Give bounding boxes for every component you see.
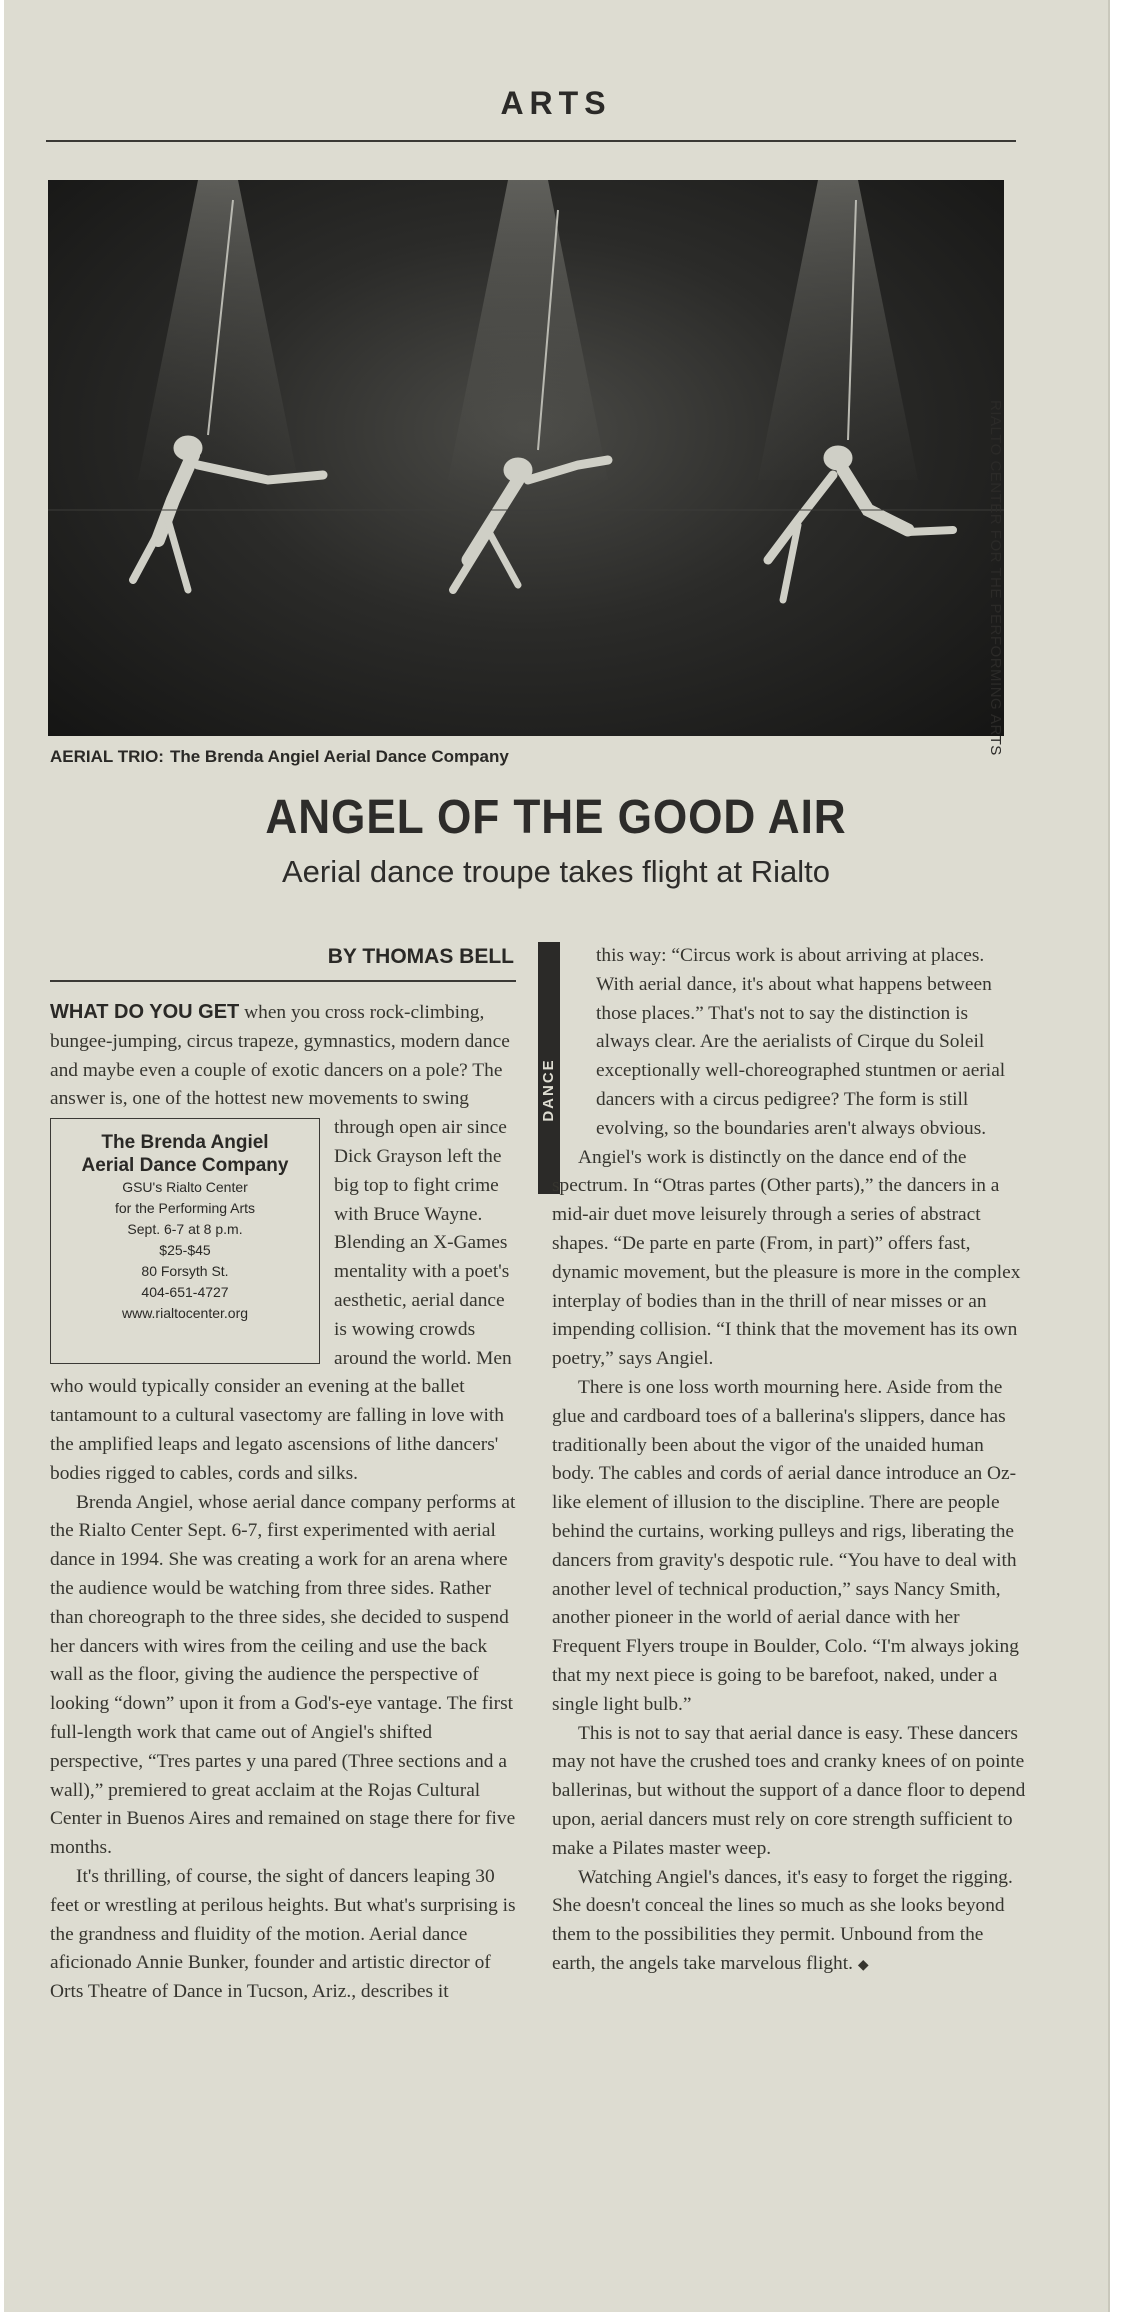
photo-illustration <box>48 180 1004 736</box>
caption-lead: AERIAL TRIO: <box>50 747 164 766</box>
event-dates: Sept. 6-7 at 8 p.m. <box>127 1221 243 1238</box>
photo-caption <box>50 747 509 767</box>
venue-line-1: GSU's Rialto Center <box>122 1179 248 1196</box>
paragraph-1-text-rest: through open air since Dick Grayson left the big top to fight crime with Bruce Wayne. Blending an X-Games mentality with a poet's aesthetic, aerial dance is wowing crowds around the world. Men who would typically consider an evening at the ballet tantamount to a cultural vasectomy are falling in love with the amplified leaps and legato ascensions of lithe dancers' bodies rigged to cables, cords and silks. <box>50 1117 512 1484</box>
subheadline: Aerial dance troupe takes flight at Rialto <box>282 854 830 889</box>
event-info-box <box>50 1118 320 1364</box>
venue-line-2: for the Performing Arts <box>114 1200 256 1217</box>
paragraph-6: There is one loss worth mourning here. Aside from the glue and cardboard toes of a ballerina's slippers, dance has traditionally been about the vigor of the unaided human body. The cables and cords of aerial dance introduce an Oz-like element of illusion to the discipline. There are people behind the curtains, working pulleys and rigs, liberating the dancers from gravity's despotic rule. “You have to deal with another level of technical production,” says Nancy Smith, another pioneer in the world of aerial dance with her Frequent Flyers troupe in Boulder, Colo. “I'm always joking that my next piece is going to be barefoot, naked, under a single light bulb.” <box>552 1376 1019 1715</box>
paragraph-3: It's thrilling, of course, the sight of dancers leaping 30 feet or wrestling at perilous heights. But what's surprising is the grandness and fluidity of the motion. Aerial dance aficionado Annie Bunker, founder and artistic director of Orts Theatre of Dance in Tucson, Ariz., describes it <box>50 1865 516 2003</box>
company-name-line-2: Aerial Dance Company <box>81 1155 289 1177</box>
paragraph-4: this way: “Circus work is about arriving at places. With aerial dance, it's about what happens between those places.” That's not to say the distinction is always clear. Are the aerialists of Cirque du Soleil exceptionally well-choreographed stuntmen or aerial dancers with a circus pedigree? The form is still evolving, so the boundaries aren't always obvious. <box>596 945 1006 1139</box>
paragraph-5: Angiel's work is distinctly on the dance end of the spectrum. In “Otras partes (Other parts),” the dancers in a mid-air duet move leisurely through a series of abstract shapes. “De parte en parte (From, in part)” offers fast, dynamic movement, but the pleasure is more in the complex interplay of bodies than in the thrill of near misses or an impending collision. “I think that the movement has its own poetry,” says Angiel. <box>552 1146 1021 1370</box>
newspaper-page <box>4 0 1108 2312</box>
paragraph-1 <box>50 998 516 1489</box>
paragraph-8-text: Watching Angiel's dances, it's easy to forget the rigging. She doesn't conceal the lines so much as she looks beyond them to the possibilities they permit. Unbound from the earth, the angels take marvelous flight. <box>552 1866 1013 1974</box>
caption-text: The Brenda Angiel Aerial Dance Company <box>169 747 509 766</box>
paragraph-2: Brenda Angiel, whose aerial dance company performs at the Rialto Center Sept. 6-7, first experimented with aerial dance in 1994. She was creating a work for an arena where the audience would be watching from three sides. Rather than choreograph to the three sides, she decided to suspend her dancers with wires from the ceiling and use the back wall as the floor, giving the audience the perspective of looking “down” upon it from a God's-eye vantage. The first full-length work that came out of Angiel's shifted perspective, “Tres partes y una pared (Three sections and a wall),” premiered to great acclaim at the Rojas Cultural Center in Buenos Aires and remained on stage there for five months. <box>50 1491 516 1859</box>
article-column-left <box>50 998 516 2007</box>
venue-website: www.rialtocenter.org <box>121 1305 249 1322</box>
paragraph-1-text-start: when you cross rock-climbing, bungee-jumping, circus trapeze, gymnastics, modern dance and maybe even a couple of exotic dancers on a pole? The answer is, one of the hottest new movements to swing <box>50 1002 510 1110</box>
paragraph-8 <box>552 1864 1026 1981</box>
ticket-price: $25-$45 <box>159 1242 211 1259</box>
dance-tab-label: DANCE <box>540 1058 557 1122</box>
lead-in: WHAT DO YOU GET <box>50 1001 240 1023</box>
aerial-trio-photo <box>48 180 1004 736</box>
company-name-line-1: The Brenda Angiel <box>101 1132 269 1154</box>
byline: BY THOMAS BELL <box>327 945 514 968</box>
header-rule <box>46 140 1016 142</box>
venue-address: 80 Forsyth St. <box>141 1263 229 1280</box>
photo-credit: RIALTO CENTER FOR THE PERFORMING ARTS <box>987 400 1004 756</box>
section-header: ARTS <box>500 85 612 121</box>
venue-phone: 404-651-4727 <box>141 1284 229 1301</box>
article-column-right <box>552 942 1026 1981</box>
byline-rule <box>50 980 516 982</box>
headline: ANGEL OF THE GOOD AIR <box>265 791 847 844</box>
end-mark-icon: ◆ <box>857 1957 869 1973</box>
paragraph-7: This is not to say that aerial dance is easy. These dancers may not have the crushed toes and cranky knees of on pointe ballerinas, but without the support of a dance floor to depend upon, aerial dancers must rely on core strength sufficient to make a Pilates master weep. <box>552 1722 1026 1859</box>
